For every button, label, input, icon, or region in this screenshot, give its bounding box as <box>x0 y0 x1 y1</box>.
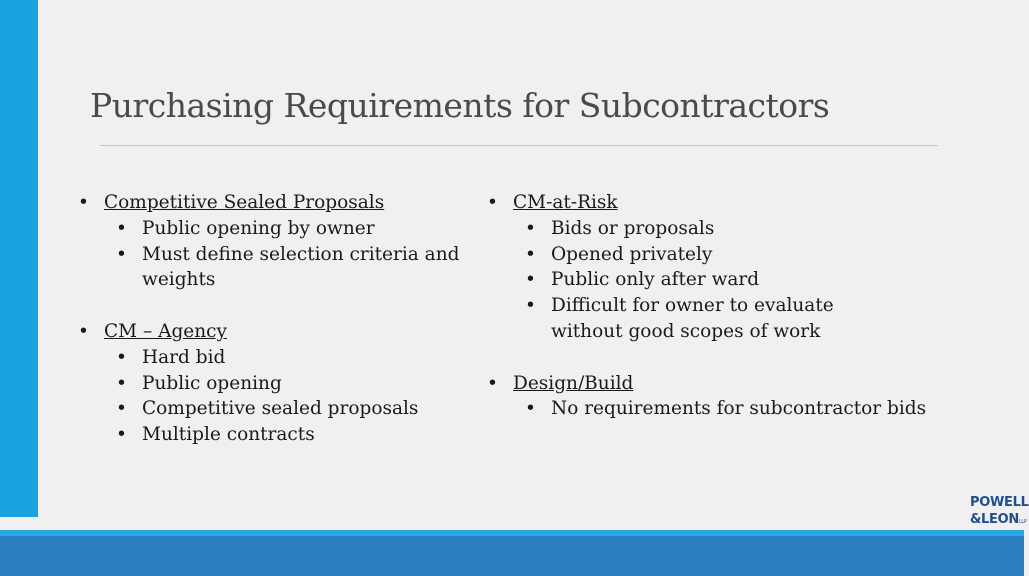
left-column <box>78 190 478 474</box>
list-item: • Opened privately <box>525 243 713 265</box>
bottom-band <box>0 536 1024 576</box>
bullet: • <box>78 192 89 213</box>
logo-line-1: POWELL <box>970 495 1029 510</box>
list-item: • Must define selection criteria and weights <box>116 243 460 291</box>
section-heading: CM – Agency <box>104 320 227 342</box>
logo-suffix: LLP <box>1018 519 1027 525</box>
powell-leon-logo <box>970 494 1029 530</box>
section-heading: CM-at-Risk <box>513 192 618 213</box>
right-column <box>487 190 967 448</box>
list-item: • Difficult for owner to evaluate without good scopes of work <box>525 295 834 342</box>
bullet: • <box>78 320 89 342</box>
list-item: • Public opening <box>116 372 282 394</box>
title-divider <box>100 145 938 146</box>
bullet: • <box>487 372 498 394</box>
list-item: • Hard bid <box>116 346 226 368</box>
left-accent-bar <box>0 0 38 517</box>
list-item: • No requirements for subcontractor bids <box>525 398 927 420</box>
list-item: • Bids or proposals <box>525 217 715 239</box>
logo-line-2: &LEON <box>970 512 1019 527</box>
section-design-build <box>487 371 967 423</box>
section-cm-at-risk <box>487 190 967 345</box>
list-item: • Competitive sealed proposals <box>116 398 419 420</box>
list-item: • Multiple contracts <box>116 424 315 446</box>
section-competitive-sealed-proposals <box>78 190 478 293</box>
list-item: • Public only after ward <box>525 269 760 291</box>
list-item: • Public opening by owner <box>116 217 375 239</box>
section-cm-agency <box>78 319 478 448</box>
slide-title: Purchasing Requirements for Subcontractors <box>90 86 830 125</box>
bullet: • <box>487 192 498 213</box>
section-heading: Design/Build <box>513 372 634 394</box>
section-heading: Competitive Sealed Proposals <box>104 192 385 213</box>
